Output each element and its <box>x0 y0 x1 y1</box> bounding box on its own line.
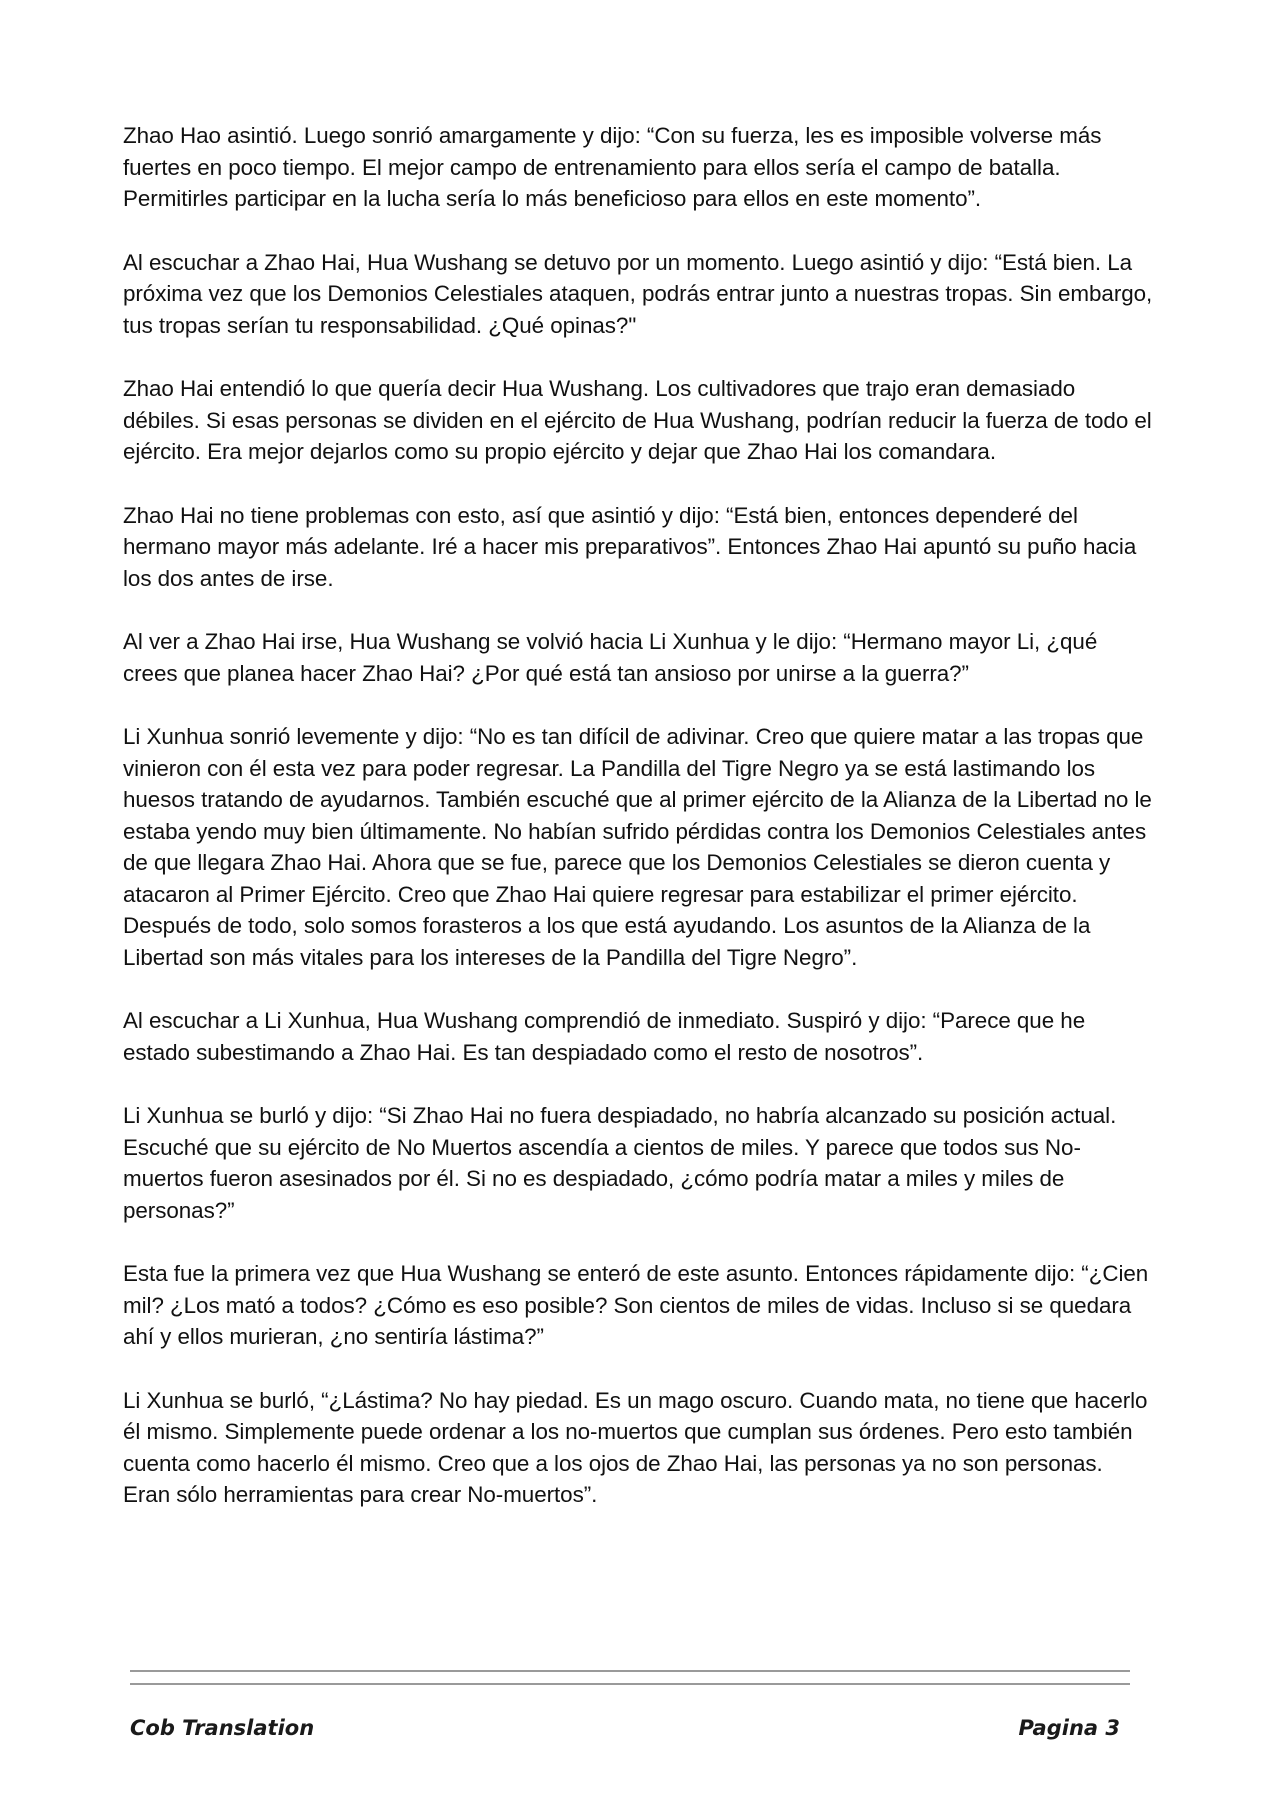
paragraph: Zhao Hai entendió lo que quería decir Hua Wushang. Los cultivadores que trajo eran demasiado débiles. Si esas personas se dividen en el ejército de Hua Wushang, podrían reducir la fuerza de todo el ejército. Era mejor dejarlos como su propio ejército y dejar que Zhao Hai los comandara. <box>123 376 1152 464</box>
footer-divider-top <box>130 1670 1130 1672</box>
footer-translator-credit: Cob Translation <box>130 1716 315 1740</box>
paragraph: Zhao Hao asintió. Luego sonrió amargamente y dijo: “Con su fuerza, les es imposible volverse más fuertes en poco tiempo. El mejor campo de entrenamiento para ellos sería el campo de batalla. Permitirles participar en la lucha sería lo más beneficioso para ellos en este momento”. <box>123 123 1102 211</box>
paragraph: Li Xunhua se burló y dijo: “Si Zhao Hai no fuera despiadado, no habría alcanzado su posición actual. Escuché que su ejército de No Muertos ascendía a cientos de miles. Y parece que todos sus No-muertos fueron asesinados por él. Si no es despiadado, ¿cómo podría matar a miles y miles de personas?” <box>123 1103 1117 1223</box>
footer-page-number: Pagina 3 <box>1018 1716 1120 1740</box>
paragraph: Al escuchar a Li Xunhua, Hua Wushang comprendió de inmediato. Suspiró y dijo: “Parece que he estado subestimando a Zhao Hai. Es tan despiadado como el resto de nosotros”. <box>123 1008 1086 1065</box>
paragraph: Li Xunhua sonrió levemente y dijo: “No es tan difícil de adivinar. Creo que quiere matar a las tropas que vinieron con él esta vez para poder regresar. La Pandilla del Tigre Negro ya se está lastimando los huesos tratando de ayudarnos. También escuché que al primer ejército de la Alianza de la Libertad no le estaba yendo muy bien últimamente. No habían sufrido pérdidas contra los Demonios Celestiales antes de que llegara Zhao Hai. Ahora que se fue, parece que los Demonios Celestiales se dieron cuenta y atacaron al Primer Ejército. Creo que Zhao Hai quiere regresar para estabilizar el primer ejército. Después de todo, solo somos forasteros a los que está ayudando. Los asuntos de la Alianza de la Libertad son más vitales para los intereses de la Pandilla del Tigre Negro”. <box>123 724 1152 970</box>
paragraph: Li Xunhua se burló, “¿Lástima? No hay piedad. Es un mago oscuro. Cuando mata, no tiene que hacerlo él mismo. Simplemente puede ordenar a los no-muertos que cumplan sus órdenes. Pero esto también cuenta como hacerlo él mismo. Creo que a los ojos de Zhao Hai, las personas ya no son personas. Eran sólo herramientas para crear No-muertos”. <box>123 1387 1148 1507</box>
body-text <box>123 120 1153 1543</box>
paragraph: Al escuchar a Zhao Hai, Hua Wushang se detuvo por un momento. Luego asintió y dijo: “Está bien. La próxima vez que los Demonios Celestiales ataquen, podrás entrar junto a nuestras tropas. Sin embargo, tus tropas serían tu responsabilidad. ¿Qué opinas?" <box>123 249 1153 338</box>
paragraph: Al ver a Zhao Hai irse, Hua Wushang se volvió hacia Li Xunhua y le dijo: “Hermano mayor Li, ¿qué crees que planea hacer Zhao Hai? ¿Por qué está tan ansioso por unirse a la guerra?” <box>123 629 1098 686</box>
paragraph: Zhao Hai no tiene problemas con esto, así que asintió y dijo: “Está bien, entonces dependeré del hermano mayor más adelante. Iré a hacer mis preparativos”. Entonces Zhao Hai apuntó su puño hacia los dos antes de irse. <box>123 502 1137 591</box>
paragraph: Esta fue la primera vez que Hua Wushang se enteró de este asunto. Entonces rápidamente dijo: “¿Cien mil? ¿Los mató a todos? ¿Cómo es eso posible? Son cientos de miles de vidas. Incluso si se quedara ahí y ellos murieran, ¿no sentiría lástima?” <box>123 1261 1149 1349</box>
footer-divider-bottom <box>130 1683 1130 1685</box>
